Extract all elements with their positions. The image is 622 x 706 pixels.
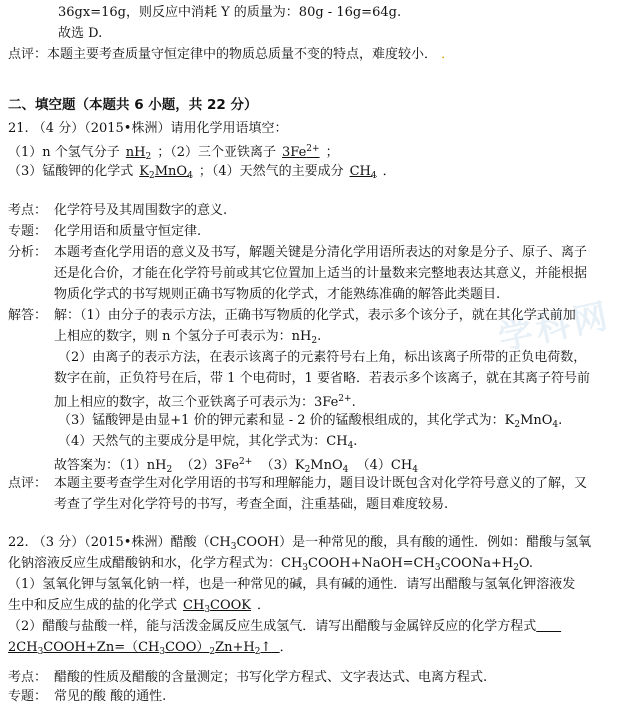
q21-fenxi-2: 还是化合价，才能在化学符号前或其它位置加上适当的计量数来完整地表达其意义，并能根据 [54,266,588,281]
watermark: 学科网 [494,295,615,359]
q21-parts-3-4: （3）锰酸钾的化学式 $K_2MnO_4$ ；（4）天然气的主要成分 $CH_4$ ． [8,164,396,181]
q22-line-3: （1）氢氧化钾与氢氧化钠一样，也是一种常见的碱，具有碱的通性．请写出醋酸与氢氧化钾溶液发 [8,577,576,592]
q22-kaodian: 考点： 醋酸的性质及醋酸的含量测定；书写化学方程式、文字表达式、电离方程式. [8,670,488,685]
q21-fenxi-1: 分析： 本题考查化学用语的意义及书写，解题关键是分清化学用语所表达的对象是分子、原子、离子 [8,245,588,260]
prev-comment [8,45,614,64]
q21-jieda-6: （3）锰酸钾是由显+1 价的钾元素和显 - 2 价的锰酸根组成的，其化学式为：$K_2MnO_4$. [58,413,563,430]
q21-jieda-3: （2）由离子的表示方法，在表示该离子的元素符号右上角，标出该离子所带的正负电荷数， [58,350,587,365]
q21-jieda-5: 加上相应的数字，故三个亚铁离子可表示为：$3Fe^{2+}$. [54,394,356,410]
q21-jieda-7: （4）天然气的主要成分是甲烷，其化学式为：$CH_4$. [58,434,358,451]
q22-line-1: 22. （3 分）（2015•株洲）醋酸$(CH_3COOH)$是一种常见的酸，具有酸的通性．例如：醋酸与氢氧 [8,535,592,552]
q21-jieda-1: 解答： 解：（1）由分子的表示方法，正确书写物质的化学式，表示多个该分子，就在其化学式前加 [8,308,576,323]
q21-p3-answer: $K_2MnO_4$ [139,164,193,181]
q22-line-4: 生中和反应生成的盐的化学式 $CH_3COOK$ ． [8,598,271,615]
q21-p3-text: （3）锰酸钾的化学式 [8,164,134,179]
q21-p4-answer: $CH_4$ [349,164,377,181]
q21-dianping-2: 考查了学生对化学符号的书写，考查全面，注重基础，题目难度较易. [54,497,449,512]
q21-dianping-1: 点评： 本题主要考查学生对化学用语的书写和理解能力，题目设计既包含对化学符号意义的了解，又 [8,476,588,491]
prev-calc-line: 36gx=16g，则反应中消耗 Y 的质量为：80g - 16g=64g. [58,5,402,20]
q21-answer-summary: 故答案为：$(1)nH_2$ $(2)3Fe^{2+}$ $(3)K_2MnO_4$ $(4)CH_4$ [54,457,418,475]
q21-p1-text: （1）n 个氢气分子 [8,145,120,160]
comment-label: 点评： [8,47,48,62]
q21-kaodian: 考点： 化学符号及其周围数字的意义. [8,203,228,218]
q21-jieda-4: 数字在前，正负符号在后，带 1 个电荷时，1 要省略．若表示多个该离子，就在其离子符号前 [54,371,590,386]
q22-zhuanti: 专题： 常见的酸 酸的通性. [8,689,167,704]
q22-line-2: 化钠溶液反应生成醋酸钠和水，化学方程式为：$CH_3COOH+NaOH=CH_3COONa+H_2O$. [8,556,533,573]
q21-p2-text: ；（2）三个亚铁离子 [157,145,277,160]
comment-text: 本题主要考查质量守恒定律中的物质总质量不变的特点，难度较小． [47,47,438,62]
q21-p2-answer: $3Fe^{2+}$ [282,144,320,160]
q22-p1-answer: $CH_3COOK$ [183,598,252,615]
prev-choice-line: 故选 D. [58,26,103,41]
q21-zhuanti: 专题： 化学用语和质量守恒定律. [8,224,202,239]
section-title: 二、填空题（本题共 6 小题，共 22 分） [8,97,258,113]
q22-p2-answer: $2CH_3COOH+Zn=(CH_3COO)_2Zn+H_2↑$ ． [8,640,293,657]
q21-fenxi-3: 物质化学式的书写规则正确书写物质的化学式，才能熟练准确的解答此类题目. [54,287,501,302]
q22-line-5: （2）醋酸与盐酸一样，能与活泼金属反应生成氢气．请写出醋酸与金属锌反应的化学方程式 [8,619,537,634]
q21-header: 21. （4 分）（2015•株洲）请用化学用语填空： [8,121,288,136]
q21-p4-text: ；（4）天然气的主要成分 [198,164,344,179]
q21-p1-answer: $nH_2$ [125,145,152,162]
q21-jieda-2: 上相应的数字，则 n 个氢分子可表示为：$nH_2$. [54,329,322,346]
comment-dot: ． [441,47,455,62]
q21-parts-1-2: （1）n 个氢气分子 $nH_2$ ；（2）三个亚铁离子 $3Fe^{2+}$ ； [8,144,339,162]
